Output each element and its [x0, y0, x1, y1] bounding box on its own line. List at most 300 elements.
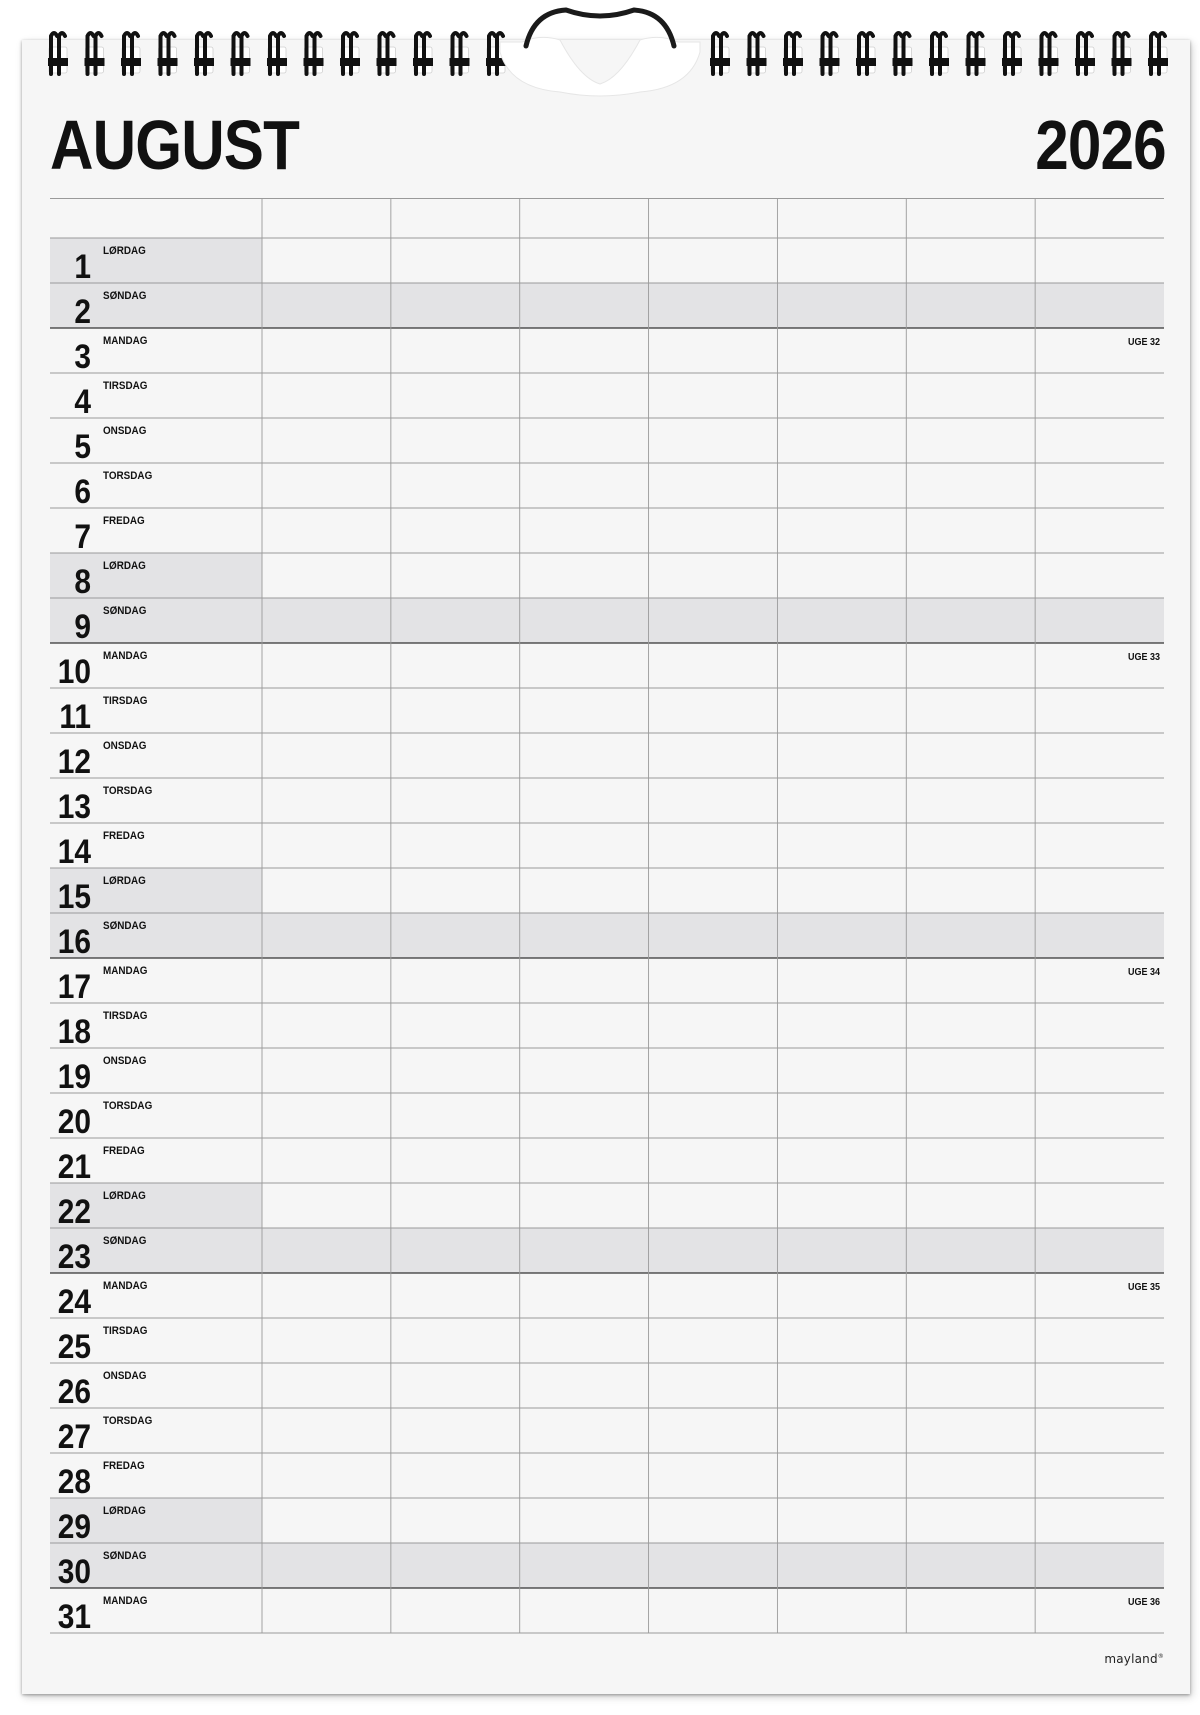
member-header-cell[interactable]	[649, 198, 778, 238]
member-cell[interactable]	[906, 1453, 1035, 1498]
member-cell[interactable]	[777, 1228, 906, 1273]
member-cell[interactable]	[520, 508, 649, 553]
member-cell[interactable]	[1035, 1588, 1164, 1633]
member-cell[interactable]	[906, 1003, 1035, 1048]
member-cell[interactable]	[777, 1543, 906, 1588]
member-cell[interactable]	[391, 778, 520, 823]
wire-loop	[820, 33, 840, 74]
member-cell[interactable]	[1035, 1048, 1164, 1093]
member-cell[interactable]	[391, 1003, 520, 1048]
member-cell[interactable]	[1035, 1543, 1164, 1588]
member-cell[interactable]	[777, 643, 906, 688]
member-cell[interactable]	[777, 733, 906, 778]
member-cell[interactable]	[906, 463, 1035, 508]
member-cell[interactable]	[777, 598, 906, 643]
wire-loop	[85, 33, 105, 74]
day-name: LØRDAG	[103, 560, 146, 573]
member-cell[interactable]	[520, 283, 649, 328]
member-header-cell[interactable]	[1035, 198, 1164, 238]
member-cell[interactable]	[391, 598, 520, 643]
day-number: 10	[57, 652, 91, 691]
member-cell[interactable]	[649, 733, 778, 778]
member-cell[interactable]	[520, 778, 649, 823]
member-cell[interactable]	[649, 1453, 778, 1498]
member-cell[interactable]	[262, 1363, 391, 1408]
member-cell[interactable]	[1035, 328, 1164, 373]
member-cell[interactable]	[391, 643, 520, 688]
member-cell[interactable]	[262, 238, 391, 283]
member-cell[interactable]	[906, 1588, 1035, 1633]
member-cell[interactable]	[262, 778, 391, 823]
member-cell[interactable]	[1035, 1273, 1164, 1318]
member-cell[interactable]	[1035, 1408, 1164, 1453]
day-name: SØNDAG	[103, 290, 147, 303]
member-cell[interactable]	[1035, 1498, 1164, 1543]
member-cell[interactable]	[391, 463, 520, 508]
member-cell[interactable]	[520, 1453, 649, 1498]
member-header-cell[interactable]	[262, 198, 391, 238]
member-cell[interactable]	[391, 1453, 520, 1498]
member-cell[interactable]	[1035, 418, 1164, 463]
day-name: MANDAG	[103, 965, 148, 978]
member-cell[interactable]	[520, 1588, 649, 1633]
member-cell[interactable]	[262, 1093, 391, 1138]
day-name: TORSDAG	[103, 785, 153, 798]
wire-loop	[929, 33, 949, 74]
member-cell[interactable]	[391, 1273, 520, 1318]
member-cell[interactable]	[649, 688, 778, 733]
member-cell[interactable]	[520, 1498, 649, 1543]
member-cell[interactable]	[777, 823, 906, 868]
week-number: UGE 35	[1128, 1281, 1161, 1294]
day-name: MANDAG	[103, 335, 148, 348]
member-cell[interactable]	[649, 1588, 778, 1633]
member-cell[interactable]	[649, 1363, 778, 1408]
day-number: 5	[74, 427, 91, 466]
member-cell[interactable]	[520, 1273, 649, 1318]
member-header-cell[interactable]	[906, 198, 1035, 238]
member-header-cell[interactable]	[391, 198, 520, 238]
member-cell[interactable]	[391, 1498, 520, 1543]
member-cell[interactable]	[906, 1363, 1035, 1408]
member-cell[interactable]	[1035, 1138, 1164, 1183]
member-cell[interactable]	[649, 1543, 778, 1588]
hanger-cutout	[500, 37, 700, 96]
member-cell[interactable]	[520, 1093, 649, 1138]
member-cell[interactable]	[906, 1138, 1035, 1183]
member-cell[interactable]	[391, 958, 520, 1003]
month-title: AUGUST	[50, 106, 300, 184]
day-number: 26	[57, 1372, 91, 1411]
member-cell[interactable]	[906, 508, 1035, 553]
member-cell[interactable]	[777, 238, 906, 283]
day-name: FREDAG	[103, 1145, 145, 1158]
day-name: FREDAG	[103, 830, 145, 843]
member-cell[interactable]	[906, 1273, 1035, 1318]
member-cell[interactable]	[391, 1363, 520, 1408]
day-number: 21	[57, 1147, 91, 1186]
member-cell[interactable]	[520, 598, 649, 643]
member-cell[interactable]	[649, 1138, 778, 1183]
member-cell[interactable]	[906, 958, 1035, 1003]
day-number: 15	[57, 877, 91, 916]
member-cell[interactable]	[649, 778, 778, 823]
member-cell[interactable]	[262, 1543, 391, 1588]
member-cell[interactable]	[262, 328, 391, 373]
member-cell[interactable]	[520, 1003, 649, 1048]
day-number: 7	[74, 517, 91, 556]
member-cell[interactable]	[906, 1408, 1035, 1453]
member-cell[interactable]	[262, 1003, 391, 1048]
day-number: 4	[74, 382, 91, 421]
calendar-grid	[50, 198, 1164, 1640]
day-number: 25	[57, 1327, 91, 1366]
week-number: UGE 32	[1128, 336, 1161, 349]
day-name: TORSDAG	[103, 470, 153, 483]
member-cell[interactable]	[906, 1093, 1035, 1138]
member-cell[interactable]	[262, 958, 391, 1003]
member-cell[interactable]	[906, 688, 1035, 733]
member-cell[interactable]	[391, 913, 520, 958]
member-cell[interactable]	[1035, 463, 1164, 508]
member-cell[interactable]	[906, 373, 1035, 418]
member-cell[interactable]	[262, 1273, 391, 1318]
member-cell[interactable]	[906, 1498, 1035, 1543]
member-cell[interactable]	[391, 1093, 520, 1138]
day-number: 8	[74, 562, 91, 601]
member-cell[interactable]	[777, 328, 906, 373]
member-cell[interactable]	[649, 643, 778, 688]
member-cell[interactable]	[777, 1498, 906, 1543]
member-cell[interactable]	[1035, 598, 1164, 643]
day-number: 31	[57, 1597, 91, 1636]
member-cell[interactable]	[1035, 1093, 1164, 1138]
member-cell[interactable]	[262, 1453, 391, 1498]
day-name: TORSDAG	[103, 1415, 153, 1428]
member-cell[interactable]	[520, 463, 649, 508]
member-cell[interactable]	[649, 328, 778, 373]
wire-loop	[1075, 33, 1095, 74]
member-cell[interactable]	[906, 328, 1035, 373]
member-cell[interactable]	[777, 688, 906, 733]
member-cell[interactable]	[649, 553, 778, 598]
member-cell[interactable]	[906, 598, 1035, 643]
member-cell[interactable]	[391, 688, 520, 733]
wire-loop	[267, 33, 287, 74]
member-cell[interactable]	[262, 688, 391, 733]
member-cell[interactable]	[777, 1138, 906, 1183]
member-cell[interactable]	[649, 1048, 778, 1093]
member-cell[interactable]	[520, 238, 649, 283]
member-cell[interactable]	[391, 238, 520, 283]
day-name: FREDAG	[103, 515, 145, 528]
member-cell[interactable]	[649, 598, 778, 643]
member-cell[interactable]	[1035, 913, 1164, 958]
day-name: ONSDAG	[103, 1055, 147, 1068]
member-cell[interactable]	[262, 643, 391, 688]
member-cell[interactable]	[649, 1408, 778, 1453]
member-cell[interactable]	[906, 868, 1035, 913]
member-cell[interactable]	[777, 958, 906, 1003]
day-name: MANDAG	[103, 1280, 148, 1293]
day-number: 1	[74, 247, 91, 286]
member-cell[interactable]	[906, 913, 1035, 958]
wire-loop	[450, 33, 470, 74]
member-cell[interactable]	[391, 1228, 520, 1273]
member-cell[interactable]	[649, 1498, 778, 1543]
member-cell[interactable]	[777, 1273, 906, 1318]
day-number: 29	[57, 1507, 91, 1546]
member-cell[interactable]	[520, 1228, 649, 1273]
wire-loop	[340, 33, 360, 74]
wire-loop	[747, 33, 767, 74]
member-cell[interactable]	[777, 418, 906, 463]
member-cell[interactable]	[649, 283, 778, 328]
member-cell[interactable]	[1035, 688, 1164, 733]
member-cell[interactable]	[777, 373, 906, 418]
member-cell[interactable]	[906, 1543, 1035, 1588]
member-cell[interactable]	[906, 1228, 1035, 1273]
member-cell[interactable]	[906, 1048, 1035, 1093]
member-cell[interactable]	[906, 733, 1035, 778]
member-cell[interactable]	[906, 553, 1035, 598]
member-cell[interactable]	[520, 823, 649, 868]
member-cell[interactable]	[262, 553, 391, 598]
member-cell[interactable]	[906, 418, 1035, 463]
member-cell[interactable]	[1035, 778, 1164, 823]
day-name: SØNDAG	[103, 1550, 147, 1563]
member-cell[interactable]	[906, 1183, 1035, 1228]
wire-loop	[304, 33, 324, 74]
day-number: 19	[57, 1057, 91, 1096]
member-cell[interactable]	[391, 328, 520, 373]
member-cell[interactable]	[777, 508, 906, 553]
member-cell[interactable]	[391, 373, 520, 418]
member-cell[interactable]	[1035, 1183, 1164, 1228]
member-cell[interactable]	[1035, 1228, 1164, 1273]
member-cell[interactable]	[777, 1048, 906, 1093]
day-number: 12	[57, 742, 91, 781]
member-cell[interactable]	[906, 283, 1035, 328]
member-cell[interactable]	[777, 1408, 906, 1453]
member-cell[interactable]	[777, 1183, 906, 1228]
wire-loop	[783, 33, 803, 74]
member-cell[interactable]	[777, 1363, 906, 1408]
member-cell[interactable]	[649, 958, 778, 1003]
member-cell[interactable]	[391, 1048, 520, 1093]
member-cell[interactable]	[391, 1588, 520, 1633]
wire-loop	[893, 33, 913, 74]
member-cell[interactable]	[391, 508, 520, 553]
member-cell[interactable]	[1035, 238, 1164, 283]
member-cell[interactable]	[262, 283, 391, 328]
member-cell[interactable]	[777, 1318, 906, 1363]
member-cell[interactable]	[777, 283, 906, 328]
member-cell[interactable]	[906, 238, 1035, 283]
member-cell[interactable]	[520, 1048, 649, 1093]
member-cell[interactable]	[649, 913, 778, 958]
member-cell[interactable]	[391, 283, 520, 328]
member-cell[interactable]	[906, 1318, 1035, 1363]
week-number: UGE 33	[1128, 651, 1161, 664]
member-cell[interactable]	[520, 1183, 649, 1228]
member-cell[interactable]	[262, 1228, 391, 1273]
day-name: TIRSDAG	[103, 380, 148, 393]
member-cell[interactable]	[262, 508, 391, 553]
member-cell[interactable]	[1035, 1003, 1164, 1048]
member-cell[interactable]	[262, 1183, 391, 1228]
day-name: SØNDAG	[103, 920, 147, 933]
member-cell[interactable]	[1035, 958, 1164, 1003]
wire-loop	[194, 33, 214, 74]
day-name: SØNDAG	[103, 605, 147, 618]
member-cell[interactable]	[649, 1183, 778, 1228]
wire-loop	[1039, 33, 1059, 74]
wire-binding	[0, 0, 1200, 100]
day-name: SØNDAG	[103, 1235, 147, 1248]
member-header-cell[interactable]	[520, 198, 649, 238]
day-number: 30	[57, 1552, 91, 1591]
member-cell[interactable]	[649, 418, 778, 463]
member-cell[interactable]	[1035, 1453, 1164, 1498]
member-cell[interactable]	[262, 418, 391, 463]
day-name: TIRSDAG	[103, 1325, 148, 1338]
day-name: ONSDAG	[103, 1370, 147, 1383]
wire-loop	[231, 33, 251, 74]
member-cell[interactable]	[777, 1003, 906, 1048]
member-cell[interactable]	[1035, 1318, 1164, 1363]
member-cell[interactable]	[649, 1093, 778, 1138]
member-cell[interactable]	[262, 1498, 391, 1543]
member-cell[interactable]	[649, 868, 778, 913]
member-cell[interactable]	[520, 1543, 649, 1588]
member-cell[interactable]	[391, 868, 520, 913]
member-cell[interactable]	[649, 238, 778, 283]
member-cell[interactable]	[1035, 283, 1164, 328]
member-cell[interactable]	[777, 778, 906, 823]
day-number: 17	[57, 967, 91, 1006]
member-cell[interactable]	[391, 1183, 520, 1228]
member-cell[interactable]	[262, 868, 391, 913]
member-cell[interactable]	[391, 733, 520, 778]
day-name: TIRSDAG	[103, 695, 148, 708]
member-cell[interactable]	[649, 1318, 778, 1363]
day-number: 2	[74, 292, 91, 331]
member-cell[interactable]	[262, 1048, 391, 1093]
member-cell[interactable]	[262, 733, 391, 778]
member-cell[interactable]	[520, 958, 649, 1003]
member-cell[interactable]	[777, 463, 906, 508]
member-cell[interactable]	[520, 553, 649, 598]
day-name: LØRDAG	[103, 1505, 146, 1518]
member-cell[interactable]	[777, 1093, 906, 1138]
member-cell[interactable]	[391, 1138, 520, 1183]
day-number: 23	[57, 1237, 91, 1276]
member-cell[interactable]	[649, 823, 778, 868]
member-cell[interactable]	[1035, 1363, 1164, 1408]
member-cell[interactable]	[777, 913, 906, 958]
member-cell[interactable]	[777, 1588, 906, 1633]
wire-loop	[1112, 33, 1132, 74]
day-number: 9	[74, 607, 91, 646]
member-cell[interactable]	[520, 1363, 649, 1408]
member-cell[interactable]	[906, 823, 1035, 868]
member-cell[interactable]	[262, 823, 391, 868]
member-cell[interactable]	[391, 1543, 520, 1588]
wire-loop	[413, 33, 433, 74]
member-cell[interactable]	[262, 463, 391, 508]
member-cell[interactable]	[520, 328, 649, 373]
member-cell[interactable]	[777, 553, 906, 598]
member-cell[interactable]	[262, 1138, 391, 1183]
member-cell[interactable]	[649, 1273, 778, 1318]
member-cell[interactable]	[1035, 868, 1164, 913]
member-cell[interactable]	[391, 1318, 520, 1363]
member-cell[interactable]	[649, 373, 778, 418]
member-cell[interactable]	[1035, 643, 1164, 688]
member-cell[interactable]	[520, 1318, 649, 1363]
member-cell[interactable]	[391, 418, 520, 463]
member-cell[interactable]	[1035, 733, 1164, 778]
member-cell[interactable]	[520, 1138, 649, 1183]
member-cell[interactable]	[906, 778, 1035, 823]
member-cell[interactable]	[262, 1588, 391, 1633]
member-cell[interactable]	[391, 553, 520, 598]
member-cell[interactable]	[1035, 823, 1164, 868]
member-cell[interactable]	[520, 1408, 649, 1453]
wire-loop	[48, 33, 68, 74]
year-title: 2026	[1035, 106, 1166, 184]
member-cell[interactable]	[262, 598, 391, 643]
member-cell[interactable]	[391, 1408, 520, 1453]
member-cell[interactable]	[1035, 553, 1164, 598]
day-number: 16	[57, 922, 91, 961]
member-cell[interactable]	[391, 823, 520, 868]
member-header-cell[interactable]	[777, 198, 906, 238]
day-name: LØRDAG	[103, 875, 146, 888]
member-cell[interactable]	[520, 418, 649, 463]
member-cell[interactable]	[777, 1453, 906, 1498]
member-cell[interactable]	[649, 463, 778, 508]
brand-logo-text: mayland	[1104, 1652, 1158, 1666]
day-number: 14	[57, 832, 91, 871]
member-cell[interactable]	[520, 688, 649, 733]
member-cell[interactable]	[262, 913, 391, 958]
day-name: LØRDAG	[103, 245, 146, 258]
day-name: FREDAG	[103, 1460, 145, 1473]
member-cell[interactable]	[262, 373, 391, 418]
member-cell[interactable]	[649, 508, 778, 553]
day-name: TIRSDAG	[103, 1010, 148, 1023]
member-cell[interactable]	[520, 868, 649, 913]
member-cell[interactable]	[777, 868, 906, 913]
member-cell[interactable]	[649, 1228, 778, 1273]
member-cell[interactable]	[649, 1003, 778, 1048]
member-cell[interactable]	[262, 1318, 391, 1363]
day-name: MANDAG	[103, 1595, 148, 1608]
member-cell[interactable]	[520, 913, 649, 958]
wire-loop	[158, 33, 178, 74]
wire-loop	[856, 33, 876, 74]
member-cell[interactable]	[520, 643, 649, 688]
wire-loop	[1002, 33, 1022, 74]
member-cell[interactable]	[1035, 373, 1164, 418]
member-cell[interactable]	[1035, 508, 1164, 553]
member-cell[interactable]	[262, 1408, 391, 1453]
member-cell[interactable]	[520, 733, 649, 778]
member-cell[interactable]	[906, 643, 1035, 688]
member-cell[interactable]	[520, 373, 649, 418]
